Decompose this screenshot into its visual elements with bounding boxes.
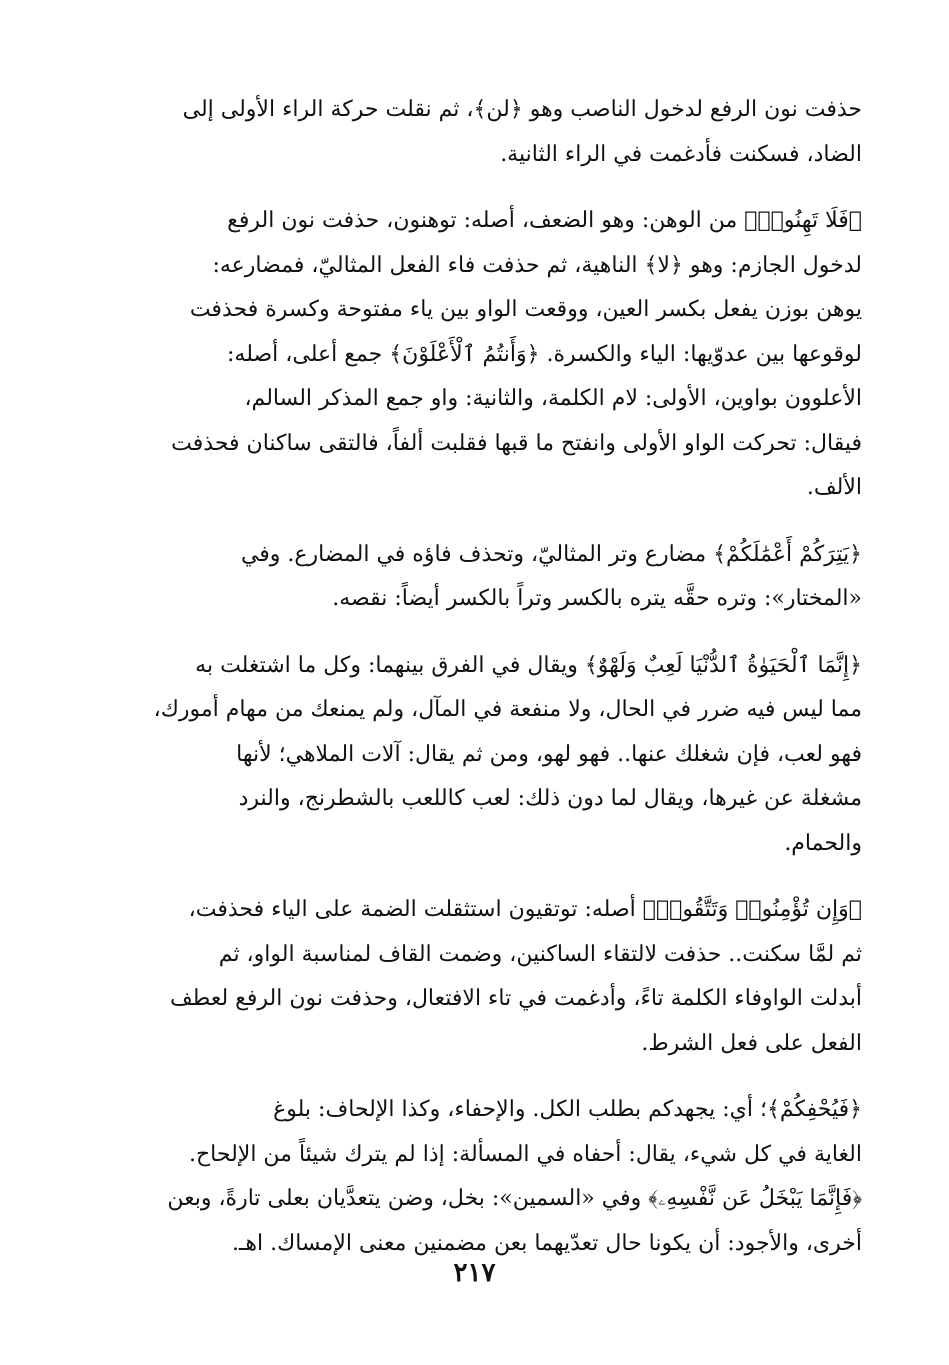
text-line: ﴿يَتِرَكُمْ أَعْمَٰلَكُمْ﴾ مضارع وتر المثاليّ، وتحذف فاؤه في المضارع. وفي — [240, 541, 862, 567]
text-line: لوقوعها بين عدوّيها: الياء والكسرة. ﴿وَأَنتُمُ ٱلْأَعْلَوْنَ﴾ جمع أعلى، أصله: — [227, 341, 862, 367]
text-line: الأعلوون بواوين، الأولى: لام الكلمة، والثانية: واو جمع المذكر السالم، — [244, 386, 862, 411]
page-text — [92, 88, 862, 1288]
text-line: مشغلة عن غيرها، ويقال لما دون ذلك: لعب كاللعب بالشطرنج، والنرد — [238, 786, 862, 811]
text-line: مما ليس فيه ضرر في الحال، ولا منفعة في المآل، ولم يمنعك من مهام أمورك، — [153, 697, 862, 722]
paragraph — [92, 644, 862, 867]
text-line: فهو لعب، فإن شغلك عنها.. فهو لهو، ومن ثم يقال: آلات الملاهي؛ لأنها — [236, 741, 862, 767]
text-line: ﴿فَإِنَّمَا يَبْخَلُ عَن نَّفْسِهِۦ﴾ وفي «السمين»: بخل، وضن يتعدَّيان بعلى تارةً، وبعن — [167, 1186, 862, 1211]
text-line: «المختار»: وتره حقَّه يتره بالكسر وتراً بالكسر أيضاً: نقصه. — [332, 586, 862, 611]
text-line: ﴿وَإِن تُؤْمِنُوا۟ وَتَتَّقُوا۟﴾ أصله: توتقيون استثقلت الضمة على الياء فحذفت، — [188, 897, 862, 922]
text-line: الضاد، فسكنت فأدغمت في الراء الثانية. — [500, 141, 862, 167]
text-line: حذفت نون الرفع لدخول الناصب وهو ﴿لن﴾، ثم نقلت حركة الراء الأولى إلى — [182, 97, 862, 122]
text-line: ﴿إِنَّمَا ٱلْحَيَوٰةُ ٱلدُّنْيَا لَعِبٌ وَلَهْوٌ﴾ ويقال في الفرق بينهما: وكل ما اشتغلت به — [195, 652, 862, 678]
paragraph — [92, 1088, 862, 1266]
text-line: والحمام. — [784, 830, 862, 856]
text-line: الألف. — [806, 475, 862, 500]
text-line: لدخول الجازم: وهو ﴿لا﴾ الناهية، ثم حذفت فاء الفعل المثاليّ، فمضارعه: — [212, 252, 862, 278]
text-line: ﴿فَلَا تَهِنُوا۟﴾ من الوهن: وهو الضعف، أصله: توهنون، حذفت نون الرفع — [227, 208, 862, 233]
paragraph — [92, 199, 862, 511]
text-line: ثم لمَّا سكنت.. حذفت لالتقاء الساكنين، وضمت القاف لمناسبة الواو، ثم — [218, 941, 862, 967]
text-line: فيقال: تحركت الواو الأولى وانفتح ما قبها فقلبت ألفاً، فالتقى ساكنان فحذفت — [171, 430, 862, 456]
text-line: ﴿فَيُحْفِكُمْ﴾؛ أي: يجهدكم بطلب الكل. والإحفاء، وكذا الإلحاف: بلوغ — [273, 1097, 862, 1122]
paragraph — [92, 533, 862, 622]
paragraph — [92, 88, 862, 177]
text-line: أخرى، والأجود: أن يكونا حال تعدّيهما بعن مضمنين معنى الإمساك. اهـ. — [231, 1230, 862, 1256]
text-line: يوهن بوزن يفعل بكسر العين، ووقعت الواو بين ياء مفتوحة وكسرة فحذفت — [189, 297, 862, 322]
paragraph — [92, 888, 862, 1066]
text-line: أبدلت الواوفاء الكلمة تاءً، وأدغمت في تاء الافتعال، وحذفت نون الرفع لعطف — [170, 986, 862, 1011]
text-line: الغاية في كل شيء، يقال: أحفاه في المسألة: إذا لم يترك شيئاً من الإلحاح. — [188, 1141, 862, 1167]
text-line: الفعل على فعل الشرط. — [641, 1030, 862, 1056]
page-number: ٢١٧ — [453, 1258, 496, 1288]
